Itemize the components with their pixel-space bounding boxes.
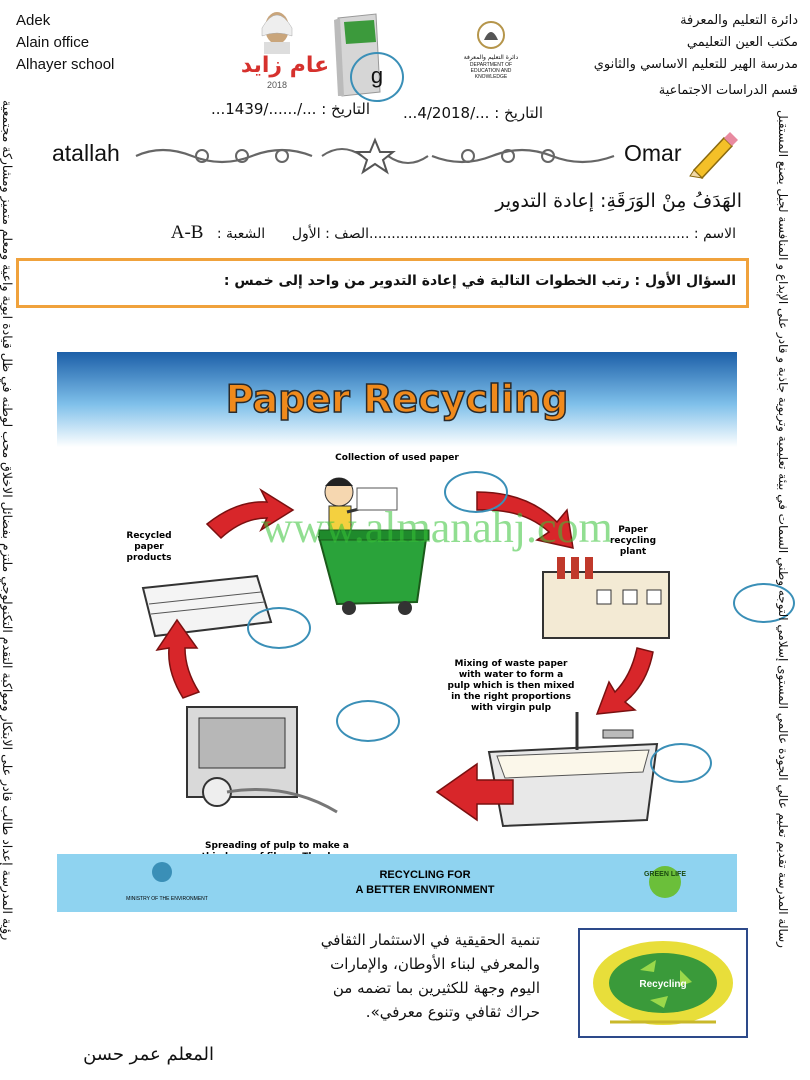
header-right-line: مدرسة الهير للتعليم الاساسي والثانوي [593,57,798,72]
header-left [16,10,114,76]
footer-quote: تنمية الحقيقية في الاستثمار الثقافي والمعرفي لبناء الأوطان، والإمارات اليوم وجهة للكثيرين بما تضمه من حراك ثقافي وتنوع معرفي». [320,931,540,1021]
answer-circle-mixing[interactable] [650,743,712,783]
mixing-illustration [489,712,657,826]
step-collection-label: Collection of used paper [335,453,459,463]
date-gregorian [378,104,543,122]
date-hijri-value: ...1439/....../... [210,100,317,118]
zayed-year-logo [240,6,330,90]
recycling-badge [578,928,748,1038]
adek-logo-en: DEPARTMENT OF EDUCATION AND KNOWLEDGE [469,62,513,80]
answer-circle-spreading[interactable] [336,700,400,742]
side-text-right: رسالة المدرسة تقديم تعليم عالي الجودة عالمي المستوى إسلامي التوجه وطني السمات في بيئة تعليمية وتربوية جاذبة و قادر على الإبداع و المنافسة لجيل يصنع المستقبل [776,110,790,948]
plant-illustration [543,557,669,638]
teacher-name: المعلم عمر حسن [83,1044,214,1065]
side-text-left: رؤية المدرسة إعداد طالب قادر على الابتكار ومواكبة التقدم التكنولوجي ملتزم بفضائل الاخلاق محب لوطنه في ظل قيادة ابوية واعية ومعلم متميز ومشاركة مجتمعية [0,100,15,941]
section-label: الشعبة : [216,226,266,242]
footer-slogan-2: A BETTER ENVIRONMENT [355,884,495,896]
question-box [16,258,749,308]
header-left-line: Adek [16,12,51,29]
falcon-emblem-icon [476,20,506,50]
footer-slogan-1: RECYCLING FOR [379,869,471,881]
pencil-icon [686,128,736,178]
header-left-line: Alhayer school [16,56,115,73]
objective-label: الهَدَفُ مِنْ الوَرَقَةِ: [600,190,742,212]
objective-value: إعادة التدوير [495,190,594,212]
recycling-poster [57,352,737,912]
ornament-divider [132,134,618,178]
question-text: رتب الخطوات التالية في إعادة التدوير من واحد إلى خمس : [223,273,630,289]
answer-circle-g[interactable] [350,52,404,102]
grade-label: الصف : الأول [291,226,370,242]
adek-logo [458,20,524,84]
footer-ministry: MINISTRY OF THE ENVIRONMENT [126,896,208,902]
banner-right-name: Omar [624,140,682,166]
answer-circle-products[interactable] [247,607,311,649]
arrow-to-mixing [597,648,653,714]
question-label: السؤال الأول : [634,273,736,289]
date-hijri-label: التاريخ : [321,100,370,118]
answer-circle-collection[interactable] [444,471,508,513]
spreading-illustration [187,707,337,812]
circle-letter: g [370,63,384,88]
footer-logo-text: GREEN LIFE [643,871,687,878]
name-dots: ........................................................................ [369,226,690,242]
step-mixing-label: Mixing of waste paper with water to form a pulp which is then mixed in the right proportions with virgin pulp [447,659,575,713]
banner-left-name: atallah [52,140,120,166]
adek-logo-ar: دائرة التعليم والمعرفة [463,54,519,61]
step-plant-label: Paper recycling plant [609,525,657,557]
step-products-label: Recycled paper products [126,531,172,563]
header-right [594,10,798,102]
objective-line [495,190,742,212]
zayed-logo-year: 2018 [266,80,288,90]
poster-title: Paper Recycling [225,377,569,421]
header-left-line: Alain office [16,34,90,51]
date-hijri [160,100,370,118]
date-greg-label: التاريخ : [494,104,543,122]
date-greg-value: ...4/2018/... [403,104,490,122]
badge-text: Recycling [639,979,687,990]
step-spreading-label: Spreading of pulp to make a [205,841,349,851]
header-right-line: قسم الدراسات الاجتماعية [658,83,798,98]
section-value: A-B [170,222,204,243]
header-right-line: دائرة التعليم والمعرفة [680,13,798,28]
zayed-logo-text: عام زايد [240,53,330,78]
question-text-line [224,273,736,289]
name-label: الاسم : [693,226,736,242]
name-line [136,222,736,244]
watermark-text: www.almanahj.com [261,503,613,552]
header-right-line: مكتب العين التعليمي [686,35,798,50]
